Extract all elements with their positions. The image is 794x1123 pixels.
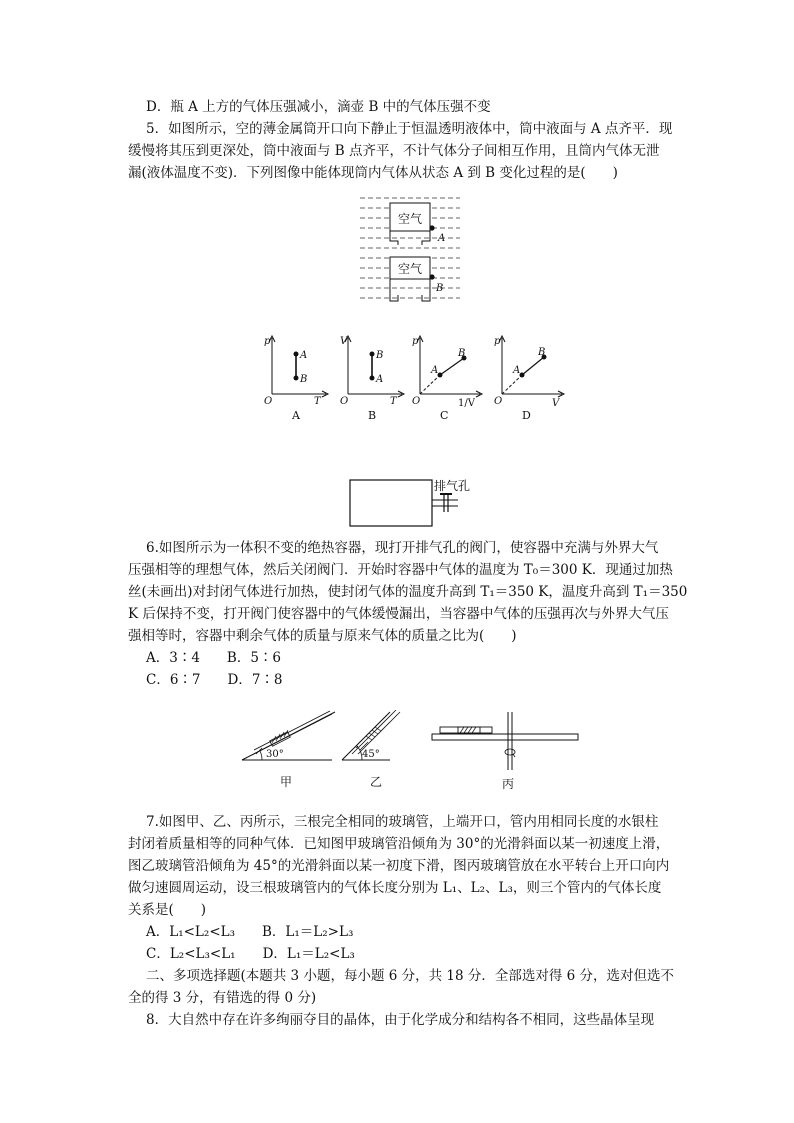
q6-text-line-1: 6.如图所示为一体积不变的绝热容器，现打开排气孔的阀门，使容器中充满与外界大气 xyxy=(146,540,659,556)
q5-graph-d-label-b: B xyxy=(538,347,546,358)
q5-text-line-2: 缓慢将其压到更深处，筒中液面与 B 点齐平，不计气体分子间相互作用，且筒内气体无泄 xyxy=(128,143,660,159)
q6-text-line-4: K 后保持不变，打开阀门使容器中的气体缓慢漏出，当容器中气体的压强再次与外界大气压 xyxy=(128,606,669,622)
q7-text-line-5: 关系是( ) xyxy=(128,902,207,918)
q7-label-bing: 丙 xyxy=(502,777,515,791)
q7-angle-yi: 45° xyxy=(362,749,380,760)
q7-figure-bing xyxy=(432,712,578,791)
q6-options-1: A．3∶4 B．5∶6 xyxy=(146,650,282,666)
q6-container-figure xyxy=(348,476,508,532)
section2-heading-line-2: 全的得 3 分，有错选的得 0 分) xyxy=(128,990,317,1006)
q5-graph-a-option: A xyxy=(292,409,300,422)
q5-graph-a-label-a: A xyxy=(300,350,308,361)
q5-graph-c-label-a: A xyxy=(431,365,439,376)
q5-graph-c-point-a xyxy=(438,373,443,378)
q5-graph-a-point-a xyxy=(294,352,299,357)
q5-graph-c xyxy=(410,332,486,422)
q5-graph-b-ylabel: V xyxy=(340,336,348,347)
q5-graph-a-xlabel: T xyxy=(314,396,321,407)
q5-graph-a-origin: O xyxy=(264,396,273,407)
q5-graph-d-origin: O xyxy=(494,396,503,407)
q6-vent-label: 排气孔 xyxy=(434,479,471,493)
q5-graph-b-point-b xyxy=(370,352,375,357)
section2-heading-line-1: 二、多项选择题(本题共 3 小题，每小题 6 分，共 18 分．全部选对得 6 分，选对但选不 xyxy=(146,968,675,984)
q5-graph-d-option: D xyxy=(522,409,531,422)
q4-option-d: D．瓶 A 上方的气体压强减小，滴壶 B 中的气体压强不变 xyxy=(146,99,491,115)
q5-point-b-label: B xyxy=(436,283,444,294)
q7-figure-jia xyxy=(242,711,335,789)
q5-graph-b-point-a xyxy=(370,376,375,381)
q7-label-jia: 甲 xyxy=(280,775,293,789)
q7-options-2: C．L₂<L₃<L₁ D．L₁＝L₂<L₃ xyxy=(146,946,355,962)
q5-graph-b-origin: O xyxy=(340,396,349,407)
q5-text-line-1: 5．如图所示，空的薄金属筒开口向下静止于恒温透明液体中，筒中液面与 A 点齐平．现 xyxy=(146,121,673,137)
q6-options-2: C．6∶7 D．7∶8 xyxy=(146,672,283,688)
q7-figure-yi xyxy=(342,710,400,789)
q5-graph-b-xlabel: T xyxy=(390,396,397,407)
q5-point-a-label: A xyxy=(438,233,446,244)
q6-text-line-2: 压强相等的理想气体，然后关闭阀门．开始时容器中气体的温度为 T₀＝300 K．现通过加热 xyxy=(128,562,673,578)
q7-text-line-2: 封闭着质量相等的同种气体．已知图甲玻璃管沿倾角为 30°的光滑斜面以某一初速度上滑， xyxy=(128,836,670,852)
q5-graph-b-label-a: A xyxy=(376,374,384,385)
q7-text-line-1: 7.如图甲、乙、丙所示，三根完全相同的玻璃管，上端开口，管内用相同长度的水银柱 xyxy=(146,814,659,830)
q5-air-label-bottom: 空气 xyxy=(398,262,423,276)
q5-graph-c-ylabel: p xyxy=(412,336,419,347)
q5-graph-b-label-b: B xyxy=(376,350,384,361)
q7-text-line-4: 做匀速圆周运动，设三根玻璃管内的气体长度分别为 L₁、L₂、L₃，则三个管内的气体长度 xyxy=(128,880,662,896)
q5-container-figure xyxy=(350,193,470,309)
q8-text-line-1: 8．大自然中存在许多绚丽夺目的晶体，由于化学成分和结构各不相同，这些晶体呈现 xyxy=(146,1012,655,1028)
q5-graph-c-origin: O xyxy=(412,396,421,407)
q7-options-1: A．L₁<L₂<L₃ B．L₁＝L₂>L₃ xyxy=(146,924,354,940)
q6-text-line-5: 强相等时，容器中剩余气体的质量与原来气体的质量之比为( ) xyxy=(128,628,517,644)
q5-graph-a xyxy=(262,332,332,422)
q7-angle-jia: 30° xyxy=(266,749,284,760)
q5-graph-d xyxy=(492,332,568,422)
q5-graph-b-option: B xyxy=(368,409,377,422)
q5-graph-b xyxy=(338,332,408,422)
q5-text-line-3: 漏(液体温度不变)．下列图像中能体现筒内气体从状态 A 到 B 变化过程的是( ) xyxy=(128,165,618,181)
q5-graph-c-xlabel: 1/V xyxy=(458,398,475,409)
q5-graph-d-label-a: A xyxy=(513,365,521,376)
q5-graph-a-label-b: B xyxy=(300,374,308,385)
q7-figures xyxy=(240,710,590,796)
q5-graph-d-ylabel: p xyxy=(494,336,501,347)
q5-graph-a-ylabel: p xyxy=(264,336,271,347)
q5-graph-a-point-b xyxy=(294,376,299,381)
q7-text-line-3: 图乙玻璃管沿倾角为 45°的光滑斜面以某一初度下滑，图丙玻璃管放在水平转台上开口向内 xyxy=(128,858,670,874)
q5-graph-c-label-b: B xyxy=(458,348,466,359)
q5-graph-c-option: C xyxy=(440,409,449,422)
q6-text-line-3: 丝(未画出)对封闭气体进行加热，使封闭气体的温度升高到 T₁＝350 K，温度升高到 T₁＝350 xyxy=(128,584,688,600)
q7-label-yi: 乙 xyxy=(370,775,383,789)
q5-graph-d-xlabel: V xyxy=(552,398,560,409)
q5-air-label-top: 空气 xyxy=(398,212,423,226)
q5-graph-d-point-a xyxy=(520,373,525,378)
